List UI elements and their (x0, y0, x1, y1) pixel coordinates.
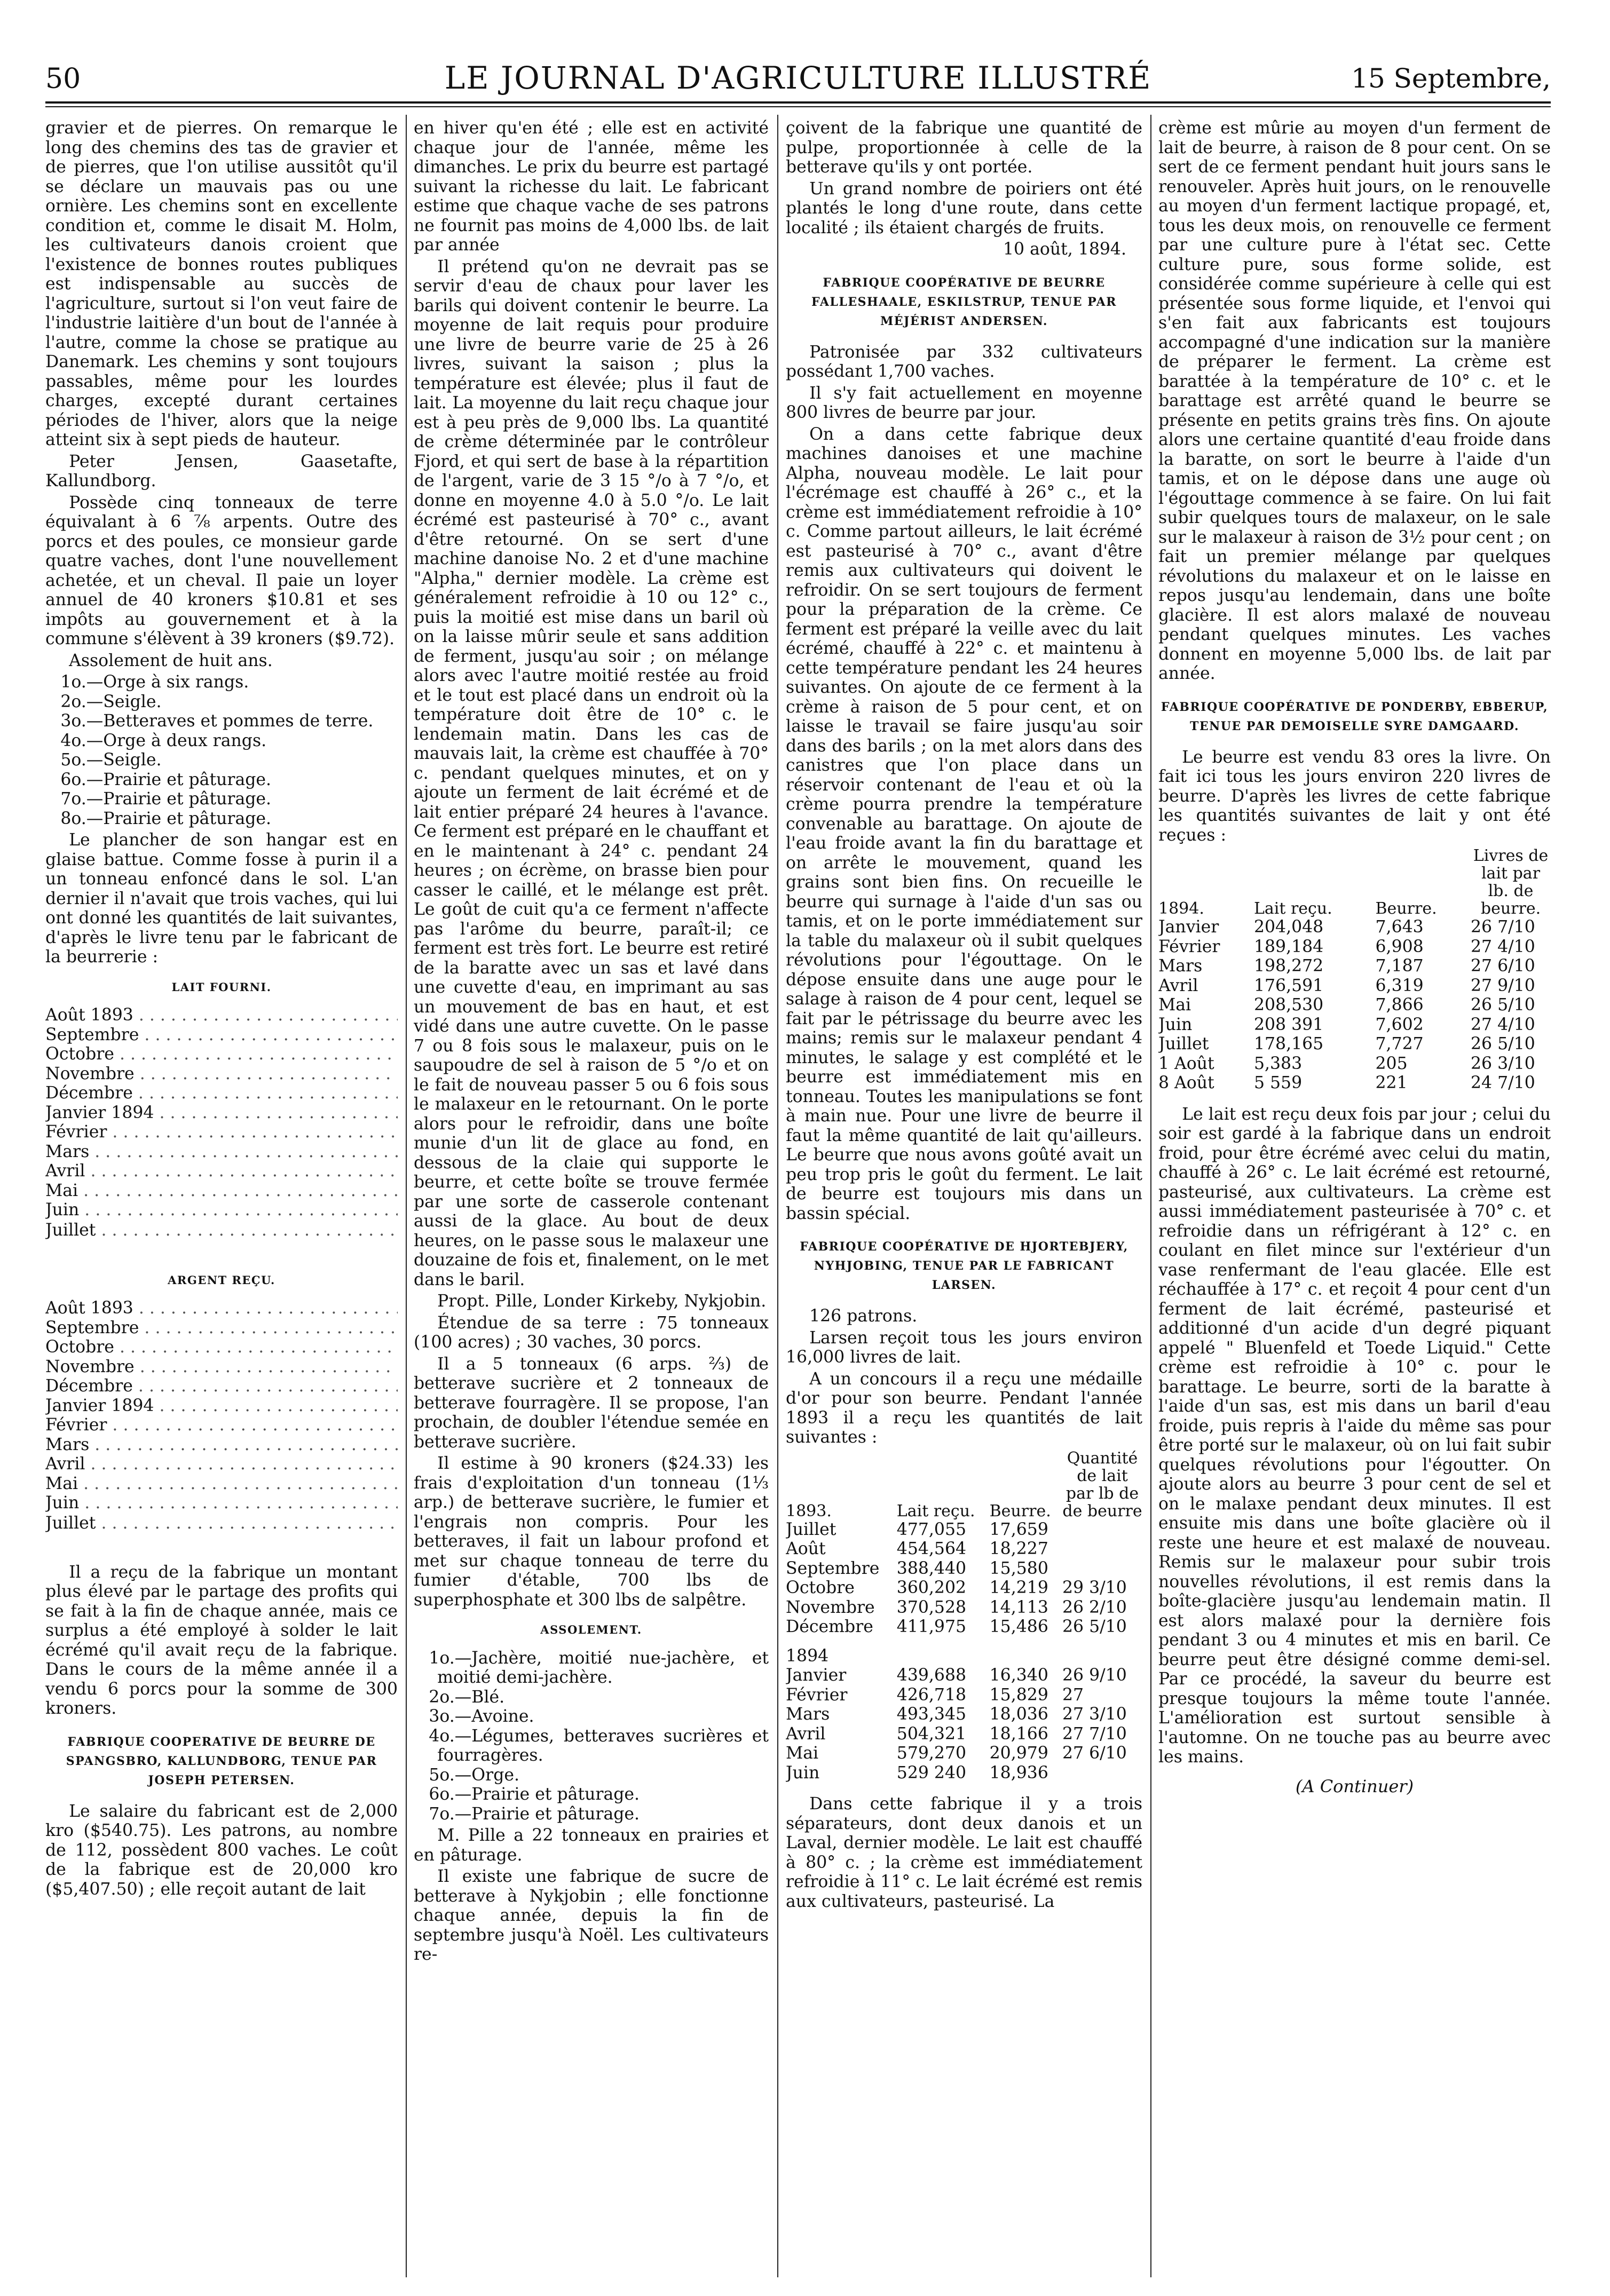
list-item: 2o.—Seigle. (60, 692, 162, 711)
paragraph: Possède cinq tonneaux de terre équivalant à 6 ⅞ arpents. Outre des porcs et des poules, ce monsieur garde quatre vaches, dont l'une nouvellement achetée, et un cheval. Il paie un loyer annuel de 40 kroners $10.81 et ses impôts au gouvernement et à la commune s'élèvent à 39 kroners ($9.72). (45, 493, 398, 648)
table-row: Mai 208,530 7,866 26 5/10 (1158, 995, 1535, 1015)
table-row: Octobre . . . (45, 1044, 398, 1064)
paragraph: Il a 5 tonneaux (6 arps. ⅔) de betterave sucrière et 2 tonneaux de betterave fourragère. Il se propose, l'an prochain, de doubler l'étendue semée en betterave sucrière. (414, 1354, 769, 1452)
paragraph: Il prétend qu'on ne devrait pas se servir d'eau de chaux pour laver les barils qui doivent contenir le beurre. La moyenne de lait requis pour produire une livre de beurre varie de 25 à 26 livres, suivant la saison ; plus la température est élevée; plus il faut de lait. La moyenne du lait reçu chaque jour est à peu près de 9,000 lbs. La quantité de crème déterminée par le contrôleur Fjord, et qui sert de base à la répartition de l'argent, varie de 3 15 °/o à 7 °/o, et donne en moyenne 4.0 à 5.0 °/o. Le lait écrémé est pasteurisé à 70° c., avant d'être retourné. On se sert d'une machine danoise No. 2 et d'une machine "Alpha," dernier modèle. La crème est généralement refroidie à 10 ou 12° c., puis la moitié est mise dans un baril où on la laisse mûrir seule et sans addition de ferment, jusqu'au soir ; on mélange alors avec l'autre moitié restée au froid et le tout est placé dans un endroit où la température doit être de 10° c. le lendemain matin. Dans les cas de mauvais lait, la crème est chauffée à 70° c. pendant quelques minutes, et on y ajoute un ferment de lait écrémé et de lait entier préparé 24 heures à l'avance. Ce ferment est préparé en le chauffant et en le maintenant à 24° c. pendant 24 heures ; on écrème, on brasse bien pour casser le caillé, et le mélange est prêt. Le goût de cuit qu'a ce ferment n'affecte pas l'arôme du beurre, paraît-il; ce ferment est très fort. Le beurre est retiré de la baratte avec un sas et lavé dans une cuvette d'eau, en imprimant au sas un mouvement de bas en haut, et est vidé dans une autre cuvette. On le passe 7 ou 8 fois sous le malaxeur, puis on le saupoudre de sel à raison de 5 °/o et on le fait de nouveau passer 5 ou 6 fois sous le malaxeur en le retournant. On le porte alors pour le refroidir, dans une boîte munie d'un lit de glace au fond, en dessous de la claie qui supporte le beurre, et cette boîte se trouve fermée par une sorte de casserole contenant aussi de la glace. Au bout de deux heures, on le passe sous le malaxeur une douzaine de fois et, finalement, on le met dans le baril. (414, 257, 769, 1289)
table-row: Février . . . (45, 1415, 398, 1435)
paragraph: Patronisée par 332 cultivateurs possédant 1,700 vaches. (786, 342, 1142, 381)
header-rule (45, 101, 1551, 104)
list-item: 5o.—Seigle. (60, 750, 162, 770)
table-row: Août 1893 . . . (45, 1299, 398, 1318)
column-divider (406, 115, 407, 2277)
paragraph: Le lait est reçu deux fois par jour ; celui du soir est gardé à la fabrique dans un endroit froid, pour être écrémé avec celui du matin, chauffé à 26° c. Le lait écrémé est retourné, pasteurisé, aux cultivateurs. La crème est aussi immédiatement pasteurisée à 70° c. et refroidie dans un réfrigérant à 12° c. en coulant en filet mince sur l'extérieur d'un vase renfermant de l'eau glacée. Elle est réchauffée à 17° c. et reçoit 4 pour cent d'un ferment de lait écrémé, pasteurisé et additionné d'un acide d'un degré piquant appelé " Bluenfeld et Toede Liquid." Cette crème est refroidie à 10° c. pour le barattage. Le beurre, sorti de la baratte à l'aide d'un sas, est mis dans un baril d'eau froide, puis repris à l'aide du même sas pour être porté sur le malaxeur, où on lui fait subir quelques révolutions pour l'égoutter. On ajoute alors au beurre 3 pour cent de sel et on le malaxe pendant deux minutes. Il est ensuite mis dans une boîte glacière où il reste une heure et est malaxé de nouveau. Remis sur le malaxeur pour subir trois nouvelles révolutions, il est remis dans la boîte-glacière jusqu'au lendemain matin. Il est alors malaxé pour la dernière fois pendant 3 ou 4 minutes et mis en baril. Ce beurre peut être désigné comme demi-sel. Par ce procédé, la saveur du beurre est presque toujours la même toute l'année. L'amélioration est surtout sensible à l'automne. On ne touche pas au beurre avec les mains. (1158, 1104, 1551, 1767)
table-row: Février 426,718 15,829 27 (786, 1685, 1084, 1705)
table-row: Septembre 388,440 15,580 (786, 1558, 1048, 1578)
paragraph: A un concours il a reçu une médaille d'or pour son beurre. Pendant l'année 1893 il a reçu les quantités de lait suivantes : (786, 1369, 1142, 1447)
list-item: 8o.—Prairie et pâturage. (60, 809, 272, 828)
header-rule-thin (45, 106, 1551, 107)
paragraph: Larsen reçoit tous les jours environ 16,000 livres de lait. (786, 1328, 1142, 1367)
table-row: Décembre 411,975 15,486 26 5/10 (786, 1617, 1127, 1636)
list-item: 7o.—Prairie et pâturage. (429, 1804, 640, 1824)
table-row: Février 189,184 6,908 27 4/10 (1158, 937, 1535, 956)
list-item: 2o.—Blé. (429, 1687, 505, 1707)
table-row: Octobre . . . (45, 1337, 398, 1357)
column-4 (1158, 118, 1551, 2275)
paragraph: 126 patrons. (809, 1307, 918, 1326)
list-item: 7o.—Prairie et pâturage. (60, 789, 272, 809)
column-1 (45, 118, 398, 2275)
section-heading: FABRIQUE COOPÉRATIVE DE PONDERBY, EBBERUP, TENUE PAR DEMOISELLE SYRE DAMGAARD. (1161, 700, 1549, 733)
list-item: 5o.—Orge. (429, 1765, 520, 1785)
list-item: 4o.—Orge à deux rangs. (60, 731, 267, 750)
section-heading: FABRIQUE COOPERATIVE DE BEURRE DE SPANGSBRO, KALLUNDBORG, TENUE PAR JOSEPH PETERSEN. (66, 1735, 377, 1787)
paragraph: Assolement de huit ans. (69, 651, 273, 670)
table-row: Novembre . . . (45, 1357, 398, 1377)
paragraph: Le beurre est vendu 83 ores la livre. On fait ici tous les jours environ 220 livres de beurre. D'après les livres de cette fabrique les quantités suivantes de lait y ont été reçues : (1158, 747, 1551, 845)
table-row: Avril . . . (45, 1454, 398, 1474)
continued-note: (A Continuer) (1295, 1776, 1414, 1796)
hjortebjery-table (786, 1450, 1142, 1783)
column-3 (786, 118, 1142, 2275)
paragraph: Étendue de sa terre : 75 tonneaux (100 acres) ; 30 vaches, 30 porcs. (414, 1313, 769, 1352)
paragraph: Dans cette fabrique il y a trois séparateurs, dont deux danois et un Laval, dernier modèle. Le lait est chauffé à 80° c. ; la crème est immédiatement refroidie à 11° c. Le lait écrémé est remis aux cultivateurs, pasteurisé. La (786, 1794, 1142, 1911)
table-row: Septembre . . . (45, 1318, 398, 1338)
table-row: Mars 198,272 7,187 27 6/10 (1158, 956, 1535, 976)
table-row: Mars . . . (45, 1435, 398, 1455)
rotation-list (45, 672, 398, 828)
list-item: 3o.—Avoine. (429, 1707, 534, 1726)
table-row: Mars . . . (45, 1142, 398, 1162)
table-row: Avril 176,591 6,319 27 9/10 (1158, 976, 1535, 995)
list-item: 1o.—Orge à six rangs. (60, 672, 249, 692)
list-item: 4o.—Légumes, betteraves sucrières et fourragères. (429, 1726, 769, 1765)
paragraph: Le plancher de son hangar est en glaise battue. Comme fosse à purin il a un tonneau enfoncé dans le sol. L'an dernier il n'avait que trois vaches, qui lui ont donné les quantités de lait suivantes, d'après le livre tenu par le fabricant de la beurrerie : (45, 830, 398, 967)
section-heading: FABRIQUE COOPÉRATIVE DE BEURRE FALLESHAALE, ESKILSTRUP, TENUE PAR MÉJÉRIST ANDERSEN. (811, 275, 1117, 328)
paragraph: Le salaire du fabricant est de 2,000 kro ($540.75). Les patrons, au nombre de 112, possèdent 800 vaches. Le coût de la fabrique est de 20,000 kro ($5,407.50) ; elle reçoit autant de lait (45, 1801, 398, 1899)
paragraph: Un grand nombre de poiriers ont été plantés le long d'une route, dans cette localité ; ils étaient chargés de fruits. (786, 179, 1142, 237)
table-total (45, 1240, 398, 1260)
paragraph: crème est mûrie au moyen d'un ferment de lait de beurre, à raison de 8 pour cent. On se sert de ce ferment pendant huit jours sans le renouveler. Après huit jours, on le renouvelle au moyen d'un ferment lactique propagé, et, tous les deux mois, on renouvelle ce ferment par une culture pure à l'état sec. Cette culture pure, sous forme solide, est considérée comme supérieure à celle qui est présentée sous forme liquide, et l'envoi qui s'en fait aux fabricants est toujours accompagné d'une indication sur la manière de préparer le ferment. La crème est barattée à la température de 10° c. et le barattage est arrêté quand le beurre se présente en petits grains très fins. On ajoute alors une certaine quantité d'eau froide dans la baratte, on sort le beurre à l'aide d'un tamis, et on le dépose dans une auge où l'égouttage commence à se faire. On lui fait subir quelques tours de malaxeur, on le sale sur le malaxeur à raison de 3½ pour cent ; on fait un premier mélange par quelques révolutions du malaxeur et on le laisse en repos jusqu'au lendemain, dans une boîte glacière. Il est alors malaxé de nouveau pendant quelques minutes. Les vaches donnent en moyenne 5,000 lbs. de lait par année. (1158, 118, 1551, 683)
page-number: 50 (45, 63, 81, 95)
list-item: 3o.—Betteraves et pommes de terre. (60, 711, 374, 731)
paragraph: Il estime à 90 kroners ($24.33) les frais d'exploitation d'un tonneau (1⅓ arp.) de betterave sucrière, le fumier et l'engrais non compris. Pour les betteraves, il fait un labour profond et met sur chaque tonneau de terre du fumier d'étable, 700 lbs de superphosphate et 300 lbs de salpêtre. (414, 1454, 769, 1610)
column-2 (414, 118, 769, 2275)
table-row: Avril . . . (45, 1161, 398, 1181)
section-heading: ASSOLEMENT. (540, 1623, 642, 1636)
table-row: Août 1893 . . . (45, 1006, 398, 1025)
table-row: Mai . . . (45, 1181, 398, 1201)
column-divider (1150, 115, 1151, 2277)
paragraph: On a dans cette fabrique deux machines danoises et une machine Alpha, nouveau modèle. Le lait pour l'écrémage est chauffé à 26° c., et la crème est immédiatement refroidie à 10° c. Comme partout ailleurs, le lait écrémé est pasteurisé à 70° c., avant d'être remis aux cultivateurs qui doivent le refroidir. On se sert toujours de ferment pour la préparation de la crème. Ce ferment est préparé la veille avec du lait écrémé, chauffé à 22° c. et maintenu à cette température pendant les 24 heures suivantes. On ajoute de ce ferment à la crème à raison de 5 pour cent, et on laisse le travail se faire jusqu'au soir dans des barils ; on la met alors dans des canistres que l'on place dans un réservoir contenant de l'eau et où la crème pourra prendre la température convenable au barattage. On ajoute de l'eau froide avant la fin du barattage et on arrête le mouvement, quand les grains sont bien fins. On recueille le beurre qui surnage à l'aide d'un sas ou tamis, et on le porte immédiatement sur la table du malaxeur où il subit quelques révolutions pour l'égouttage. On le dépose ensuite dans une auge pour le salage à raison de 4 pour cent, lequel se fait par le pétrissage du beurre avec les mains; remis sur le malaxeur pendant 4 minutes, le salage y est complété et le beurre est immédiatement mis en tonneau. Toutes les manipulations se font à main nue. Pour une livre de beurre il faut la même quantité de lait qu'ailleurs. Le beurre que nous avons goûté avait un peu trop pris le goût du ferment. Le lait de beurre est toujours mis dans un bassin spécial. (786, 424, 1142, 1223)
table-row: Janvier 1894 . . . (45, 1396, 398, 1416)
argent-table (45, 1299, 398, 1553)
table-row: Juillet . . . (45, 1220, 398, 1240)
journal-title: LE JOURNAL D'AGRICULTURE ILLUSTRÉ (444, 60, 1152, 96)
ponderby-table (1158, 847, 1551, 1093)
table-row: Juillet 178,165 7,727 26 5/10 (1158, 1034, 1535, 1054)
list-item: 1o.—Jachère, moitié nue-jachère, et moitié demi-jachère. (429, 1648, 769, 1687)
table-row: Novembre . . . (45, 1064, 398, 1084)
table-row: Janvier 204,048 7,643 26 7/10 (1158, 917, 1535, 937)
table-row: Décembre . . . (45, 1376, 398, 1396)
issue-date: 15 Septembre, (1351, 63, 1551, 94)
table-row: Octobre 360,202 14,219 29 3/10 (786, 1578, 1127, 1597)
list-item: 6o.—Prairie et pâturage. (429, 1785, 640, 1804)
table-row: Juin . . . (45, 1493, 398, 1513)
paragraph: Il existe une fabrique de sucre de betterave à Nykjobin ; elle fonctionne chaque année, depuis la fin de septembre jusqu'à Noël. Les cultivateurs re- (414, 1867, 769, 1964)
paragraph: Il s'y fait actuellement en moyenne 800 livres de beurre par jour. (786, 383, 1142, 422)
paragraph: gravier et de pierres. On remarque le long des chemins des tas de gravier et de pierres, que l'on utilise aussitôt qu'il se déclare un mauvais pas ou une ornière. Les chemins sont en excellente condition et, comme le disait M. Holm, les cultivateurs danois croient que l'existence de bonnes routes publiques est indispensable au succès de l'agriculture, surtout si l'on veut faire de l'industrie laitière d'un bout de l'année à l'autre, comme la chose se pratique au Danemark. Les chemins y sont toujours passables, même pour les lourdes charges, excepté durant certaines périodes de l'hiver, alors que la neige atteint six à sept pieds de hauteur. (45, 118, 398, 449)
table-header: 1894. Lait reçu. Beurre. Livres de lait par lb. de beurre. (1158, 846, 1549, 918)
rotation-list (414, 1649, 769, 1824)
farmer-name: Peter Jensen, Gaasetafte, Kallundborg. (45, 452, 398, 490)
table-title: LAIT FOURNI. (171, 980, 272, 994)
table-row: 8 Août 5 559 221 24 7/10 (1158, 1073, 1535, 1092)
table-row: Janvier 1894 . . . (45, 1103, 398, 1123)
table-row: Janvier 439,688 16,340 26 9/10 (786, 1666, 1127, 1685)
paragraph: M. Pille a 22 tonneaux en prairies et en pâturage. (414, 1826, 769, 1865)
dateline: 10 août, 1894. (1003, 240, 1126, 259)
table-total (45, 1533, 398, 1553)
table-title: ARGENT REÇU. (168, 1273, 275, 1287)
table-row: Mai 579,270 20,979 27 6/10 (786, 1744, 1127, 1763)
table-row: Juin 529 240 18,936 (786, 1763, 1048, 1783)
table-row: Avril 504,321 18,166 27 7/10 (786, 1724, 1127, 1744)
table-row: Novembre 370,528 14,113 26 2/10 (786, 1597, 1127, 1617)
table-row: Février . . . (45, 1122, 398, 1142)
table-row: Septembre . . . (45, 1025, 398, 1045)
owner-name: Propt. Pille, Londer Kirkeby, Nykjobin. (437, 1292, 767, 1311)
table-header: 1893. Lait reçu. Beurre. Quantité de lait par lb de de beurre (786, 1448, 1142, 1521)
table-row: Juillet . . . (45, 1513, 398, 1533)
table-row: Décembre . . . (45, 1083, 398, 1103)
paragraph: çoivent de la fabrique une quantité de pulpe, proportionnée à celle de la betterave qu'ils y ont portée. (786, 118, 1142, 177)
table-year-row: 1894 (786, 1646, 829, 1666)
table-row: Juin 208 391 7,602 27 4/10 (1158, 1015, 1535, 1034)
list-item: 6o.—Prairie et pâturage. (60, 770, 272, 789)
table-row: Mars 493,345 18,036 27 3/10 (786, 1705, 1127, 1724)
table-row: Mai . . . (45, 1474, 398, 1494)
paragraph: en hiver qu'en été ; elle est en activité chaque jour de l'année, même les dimanches. Le prix du beurre est partagé suivant la richesse du lait. Le fabricant estime que chaque vache de ses patrons ne fournit pas moins de 4,000 lbs. de lait par année (414, 118, 769, 255)
lait-table (45, 1006, 398, 1260)
column-divider (777, 115, 778, 2277)
section-heading: FABRIQUE COOPÉRATIVE DE HJORTEBJERY, NYHJOBING, TENUE PAR LE FABRICANT LARSEN. (800, 1240, 1128, 1292)
paragraph: Il a reçu de la fabrique un montant plus élevé par le partage des profits qui se fait à la fin de chaque année, mais ce surplus a été employé à solder le lait écrémé qu'il avait reçu de la fabrique. Dans le cours de la même année il a vendu 6 porcs pour la somme de 300 kroners. (45, 1562, 398, 1718)
page-header (45, 0, 1551, 112)
table-row: 1 Août 5,383 205 26 3/10 (1158, 1054, 1535, 1073)
table-row: Juillet 477,055 17,659 (786, 1519, 1048, 1539)
table-row: Août 454,564 18,227 (786, 1539, 1048, 1558)
table-row: Juin . . . (45, 1200, 398, 1220)
